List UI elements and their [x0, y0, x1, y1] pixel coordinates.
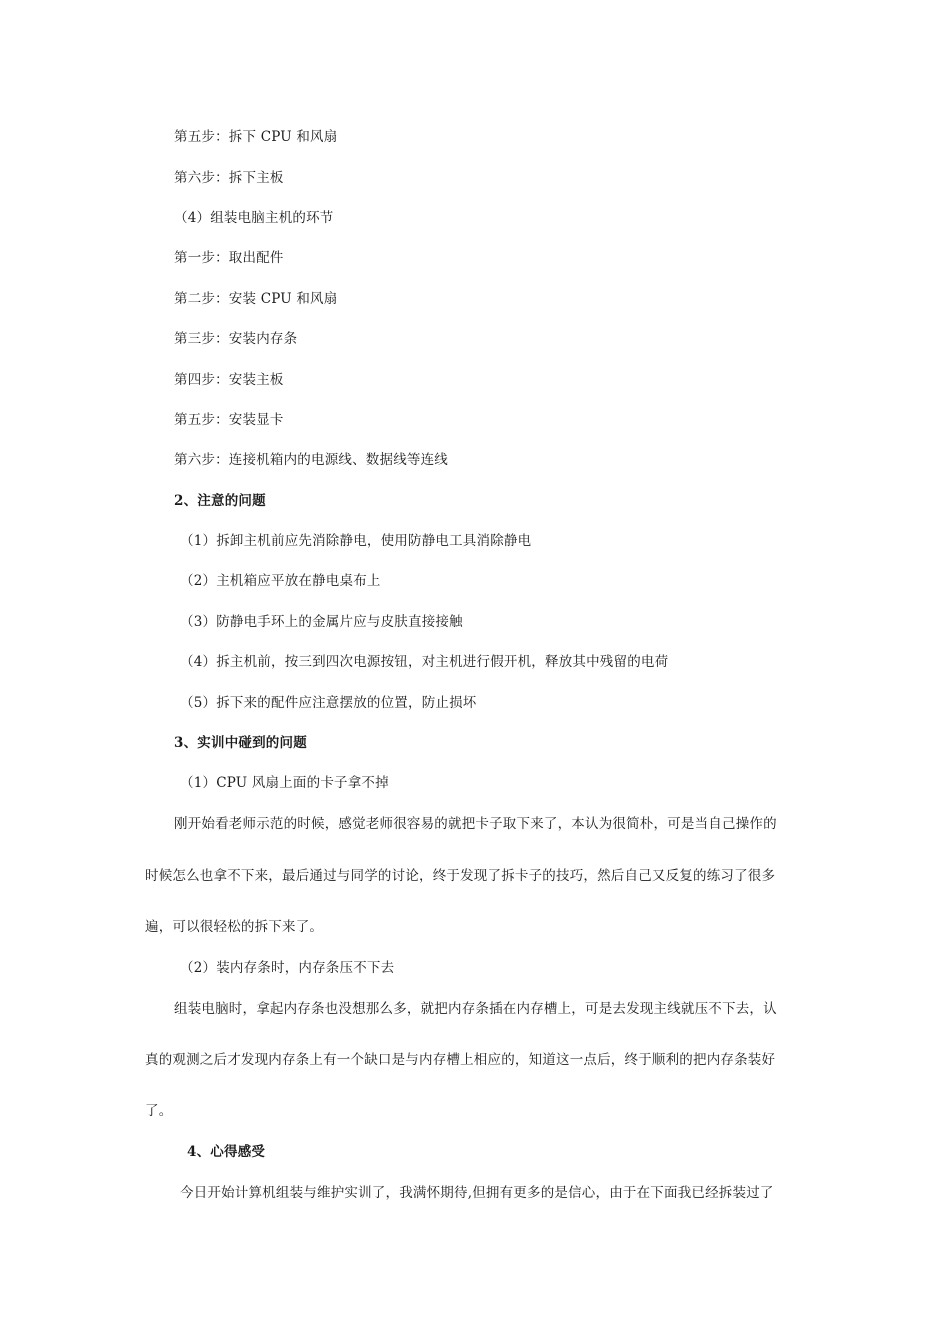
step-5-remove-cpu-fan: 第五步：拆下 CPU 和风扇: [174, 129, 338, 145]
problem-2-heading: （2）装内存条时，内存条压不下去: [180, 960, 395, 976]
problem-2-paragraph-line-3: 了。: [145, 1103, 173, 1119]
assembly-step-1: 第一步：取出配件: [174, 250, 284, 266]
section-3-heading: 3、实训中碰到的问题: [174, 735, 307, 751]
note-item-4: （4）拆主机前，按三到四次电源按钮，对主机进行假开机，释放其中残留的电荷: [180, 654, 669, 670]
problem-2-paragraph-line-2: 真的观测之后才发现内存条上有一个缺口是与内存槽上相应的，知道这一点后，终于顺利的把内存条装好: [145, 1052, 776, 1068]
note-item-1: （1）拆卸主机前应先消除静电，使用防静电工具消除静电: [180, 533, 532, 549]
assembly-step-4: 第四步：安装主板: [174, 372, 284, 388]
problem-1-paragraph-line-1: 刚开始看老师示范的时候，感觉老师很容易的就把卡子取下来了，本认为很简朴，可是当自己操作的: [174, 816, 777, 832]
assembly-step-3: 第三步：安装内存条: [174, 331, 298, 347]
reflection-paragraph-line-1: 今日开始计算机组装与维护实训了，我满怀期待,但拥有更多的是信心，由于在下面我已经拆装过了: [180, 1185, 774, 1201]
note-item-3: （3）防静电手环上的金属片应与皮肤直接接触: [180, 614, 463, 630]
note-item-5: （5）拆下来的配件应注意摆放的位置，防止损坏: [180, 695, 477, 711]
problem-2-paragraph-line-1: 组装电脑时，拿起内存条也没想那么多，就把内存条插在内存槽上，可是去发现主线就压不下去，认: [174, 1001, 777, 1017]
assembly-step-5: 第五步：安装显卡: [174, 412, 284, 428]
step-6-remove-motherboard: 第六步：拆下主板: [174, 170, 284, 186]
problem-1-paragraph-line-3: 遍，可以很轻松的拆下来了。: [145, 919, 324, 935]
problem-1-heading: （1）CPU 风扇上面的卡子拿不掉: [180, 775, 389, 791]
assembly-step-6: 第六步：连接机箱内的电源线、数据线等连线: [174, 452, 448, 468]
section-4-heading: 4、心得感受: [187, 1144, 266, 1160]
assembly-step-2: 第二步：安装 CPU 和风扇: [174, 291, 338, 307]
section-2-heading: 2、注意的问题: [174, 493, 266, 509]
note-item-2: （2）主机箱应平放在静电桌布上: [180, 573, 381, 589]
subsection-assembly-heading: （4）组装电脑主机的环节: [174, 210, 334, 226]
problem-1-paragraph-line-2: 时候怎么也拿不下来，最后通过与同学的讨论，终于发现了拆卡子的技巧，然后自己又反复的练习了很多: [145, 868, 776, 884]
